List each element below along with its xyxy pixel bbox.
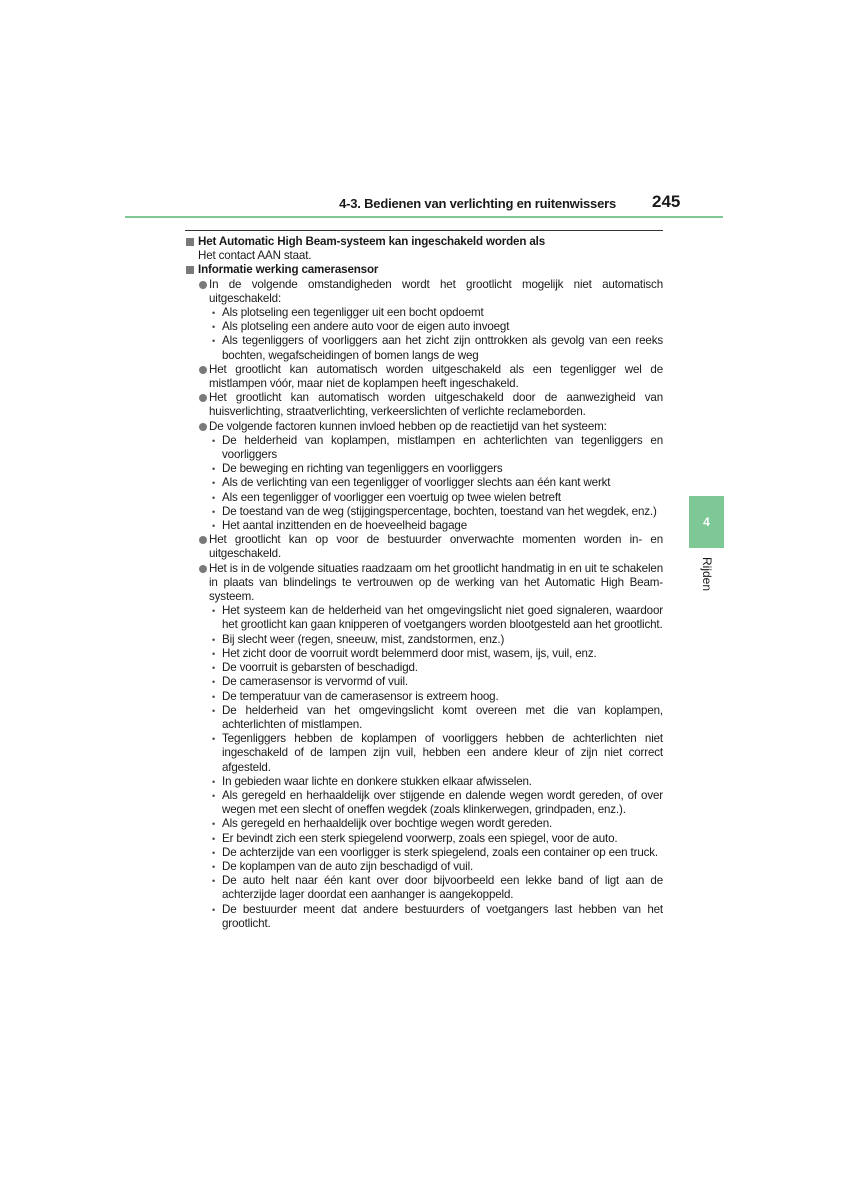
list-item-text: Het grootlicht kan automatisch worden uitgeschakeld als een tegenligger wel de mistlampen vóór, maar niet de koplampen heeft ingeschakeld. — [209, 362, 663, 391]
sub-list-item — [185, 874, 663, 902]
small-bullet-icon: • — [212, 705, 216, 716]
small-bullet-icon: • — [212, 634, 216, 645]
small-bullet-icon: • — [212, 861, 216, 872]
list-item-text: Het is in de volgende situaties raadzaam om het grootlicht handmatig in en uit te schakelen in plaats van blindelings te vertrouwen op de werking van het Automatic High Beam-systeem. — [209, 561, 663, 604]
sub-list-item-text: Als plotseling een andere auto voor de eigen auto invoegt — [222, 320, 510, 334]
list-item-text: Het grootlicht kan automatisch worden uitgeschakeld door de aanwezigheid van huisverlichting, straatverlichting, verkeerslichten of verlichte reclameborden. — [209, 391, 663, 419]
small-bullet-icon: • — [212, 336, 216, 347]
sub-list-item-text: Het zicht door de voorruit wordt belemmerd door mist, wasem, ijs, vuil, enz. — [222, 646, 597, 660]
sub-list-item — [185, 661, 663, 675]
small-bullet-icon: • — [212, 819, 216, 830]
round-bullet-icon — [199, 423, 207, 431]
sub-list-item-text: De beweging en richting van tegenliggers en voorliggers — [222, 462, 503, 476]
sub-list-item-text: Als geregeld en herhaaldelijk over stijgende en dalende wegen wordt gereden, of over wegen met een slecht of oneffen wegdek (zoals klinkerwegen, grindpaden, enz.). — [222, 788, 663, 817]
sub-list-item-text: Het systeem kan de helderheid van het omgevingslicht niet goed signaleren, waardoor het grootlicht kan gaan knipperen of voetgangers worden blootgesteld aan het grootlicht. — [222, 604, 663, 632]
small-bullet-icon: • — [212, 308, 216, 319]
sub-list-item-text: Als tegenliggers of voorliggers aan het zicht zijn onttrokken als gevolg van een reeks bochten, wegafscheidingen of bomen langs de weg — [222, 334, 663, 362]
list-item — [185, 533, 663, 561]
round-bullet-icon — [199, 366, 207, 374]
sub-list-item — [185, 633, 663, 647]
sub-list-item-text: De helderheid van het omgevingslicht komt overeen met die van koplampen, achterlichten of mistlampen. — [222, 703, 663, 731]
sub-list-item-text: Het aantal inzittenden en de hoeveelheid bagage — [222, 519, 467, 533]
small-bullet-icon: • — [212, 833, 216, 844]
sub-list-item-text: Als geregeld en herhaaldelijk over bochtige wegen wordt gereden. — [222, 817, 553, 831]
sub-list-item-text: De temperatuur van de camerasensor is extreem hoog. — [222, 689, 499, 703]
page-number: 245 — [652, 192, 681, 211]
sub-list-item-text: In gebieden waar lichte en donkere stukken elkaar afwisselen. — [222, 774, 532, 788]
sub-list-item-text: Als de verlichting van een tegenligger of voorligger slechts aan één kant werkt — [222, 476, 611, 490]
sub-list-item-text: De achterzijde van een voorligger is sterk spiegelend, zoals een container op een truck. — [222, 845, 658, 859]
section-heading — [185, 235, 663, 249]
sub-list-item — [185, 903, 663, 931]
sub-list-item — [185, 476, 663, 490]
sub-list-item — [185, 732, 663, 775]
sub-list-item-text: De camerasensor is vervormd of vuil. — [222, 675, 408, 689]
chapter-label: Rijden — [700, 556, 714, 592]
content-divider — [185, 230, 663, 231]
list-item — [185, 363, 663, 391]
sub-list-item-text: De voorruit is gebarsten of beschadigd. — [222, 661, 418, 675]
small-bullet-icon: • — [212, 734, 216, 745]
small-bullet-icon: • — [212, 478, 216, 489]
small-bullet-icon: • — [212, 322, 216, 333]
small-bullet-icon: • — [212, 876, 216, 887]
small-bullet-icon: • — [212, 606, 216, 617]
sub-list-item — [185, 434, 663, 462]
square-bullet-icon — [186, 238, 194, 246]
sub-list-item — [185, 817, 663, 831]
sub-list-item-text: Bij slecht weer (regen, sneeuw, mist, zandstormen, enz.) — [222, 632, 505, 646]
small-bullet-icon: • — [212, 435, 216, 446]
sub-list-item — [185, 604, 663, 632]
list-item-text: In de volgende omstandigheden wordt het grootlicht mogelijk niet automatisch uitgeschakeld: — [209, 277, 663, 305]
sub-list-item — [185, 462, 663, 476]
list-item-text: Het grootlicht kan op voor de bestuurder onverwachte momenten worden in- en uitgeschakeld. — [209, 533, 663, 561]
section-text: Het contact AAN staat. — [198, 249, 312, 263]
sub-list-item-text: De koplampen van de auto zijn beschadigd of vuil. — [222, 859, 474, 873]
section-heading-text: Informatie werking camerasensor — [198, 263, 379, 277]
small-bullet-icon: • — [212, 521, 216, 532]
sub-list-item — [185, 320, 663, 334]
round-bullet-icon — [199, 281, 207, 289]
page-header-title: 4-3. Bedienen van verlichting en ruitenwissers — [339, 196, 616, 211]
sub-list-item — [185, 690, 663, 704]
sub-list-item — [185, 505, 663, 519]
sub-list-item — [185, 846, 663, 860]
sub-list-item — [185, 704, 663, 732]
sub-list-item — [185, 647, 663, 661]
sub-list-item — [185, 775, 663, 789]
square-bullet-icon — [186, 266, 194, 274]
sub-list-item — [185, 675, 663, 689]
sub-list-item-text: De auto helt naar één kant over door bijvoorbeeld een lekke band of ligt aan de achterzijde lager doordat een aanhanger is aangekoppeld. — [222, 874, 663, 902]
sub-list-item — [185, 832, 663, 846]
small-bullet-icon: • — [212, 776, 216, 787]
sub-list-item-text: De bestuurder meent dat andere bestuurders of voetgangers last hebben van het grootlicht. — [222, 902, 663, 930]
small-bullet-icon: • — [212, 677, 216, 688]
sub-list-item — [185, 334, 663, 362]
small-bullet-icon: • — [212, 648, 216, 659]
list-item-text: De volgende factoren kunnen invloed hebben op de reactietijd van het systeem: — [209, 419, 607, 433]
small-bullet-icon: • — [212, 790, 216, 801]
small-bullet-icon: • — [212, 691, 216, 702]
sub-list-item — [185, 860, 663, 874]
sub-list-item — [185, 789, 663, 817]
small-bullet-icon: • — [212, 904, 216, 915]
small-bullet-icon: • — [212, 464, 216, 475]
sub-list-item-text: Tegenliggers hebben de koplampen of voorliggers hebben de achterlichten niet ingeschakeld of de lampen zijn vuil, hebben een andere kleur of zijn niet correct afgesteld. — [222, 732, 663, 774]
header-divider — [125, 216, 723, 218]
sub-list-item-text: De toestand van de weg (stijgingspercentage, bochten, toestand van het wegdek, enz.) — [222, 504, 657, 518]
round-bullet-icon — [199, 565, 207, 573]
list-item — [185, 562, 663, 605]
section-heading — [185, 263, 663, 277]
small-bullet-icon: • — [212, 492, 216, 503]
list-item — [185, 391, 663, 419]
section-heading-text: Het Automatic High Beam-systeem kan ingeschakeld worden als — [198, 235, 546, 248]
list-item — [185, 278, 663, 306]
sub-list-item-text: Er bevindt zich een sterk spiegelend voorwerp, zoals een spiegel, voor de auto. — [222, 831, 618, 845]
sub-list-item — [185, 519, 663, 533]
chapter-tab[interactable]: 4 — [689, 496, 724, 548]
small-bullet-icon: • — [212, 663, 216, 674]
sub-list-item — [185, 306, 663, 320]
small-bullet-icon: • — [212, 506, 216, 517]
small-bullet-icon: • — [212, 847, 216, 858]
sub-list-item-text: Als plotseling een tegenligger uit een bocht opdoemt — [222, 306, 484, 320]
round-bullet-icon — [199, 394, 207, 402]
main-content — [185, 235, 663, 931]
round-bullet-icon — [199, 536, 207, 544]
sub-list-item — [185, 491, 663, 505]
sub-list-item-text: Als een tegenligger of voorligger een voertuig op twee wielen betreft — [222, 490, 561, 504]
list-item — [185, 420, 663, 434]
sub-list-item-text: De helderheid van koplampen, mistlampen en achterlichten van tegenliggers en voorliggers — [222, 433, 663, 462]
